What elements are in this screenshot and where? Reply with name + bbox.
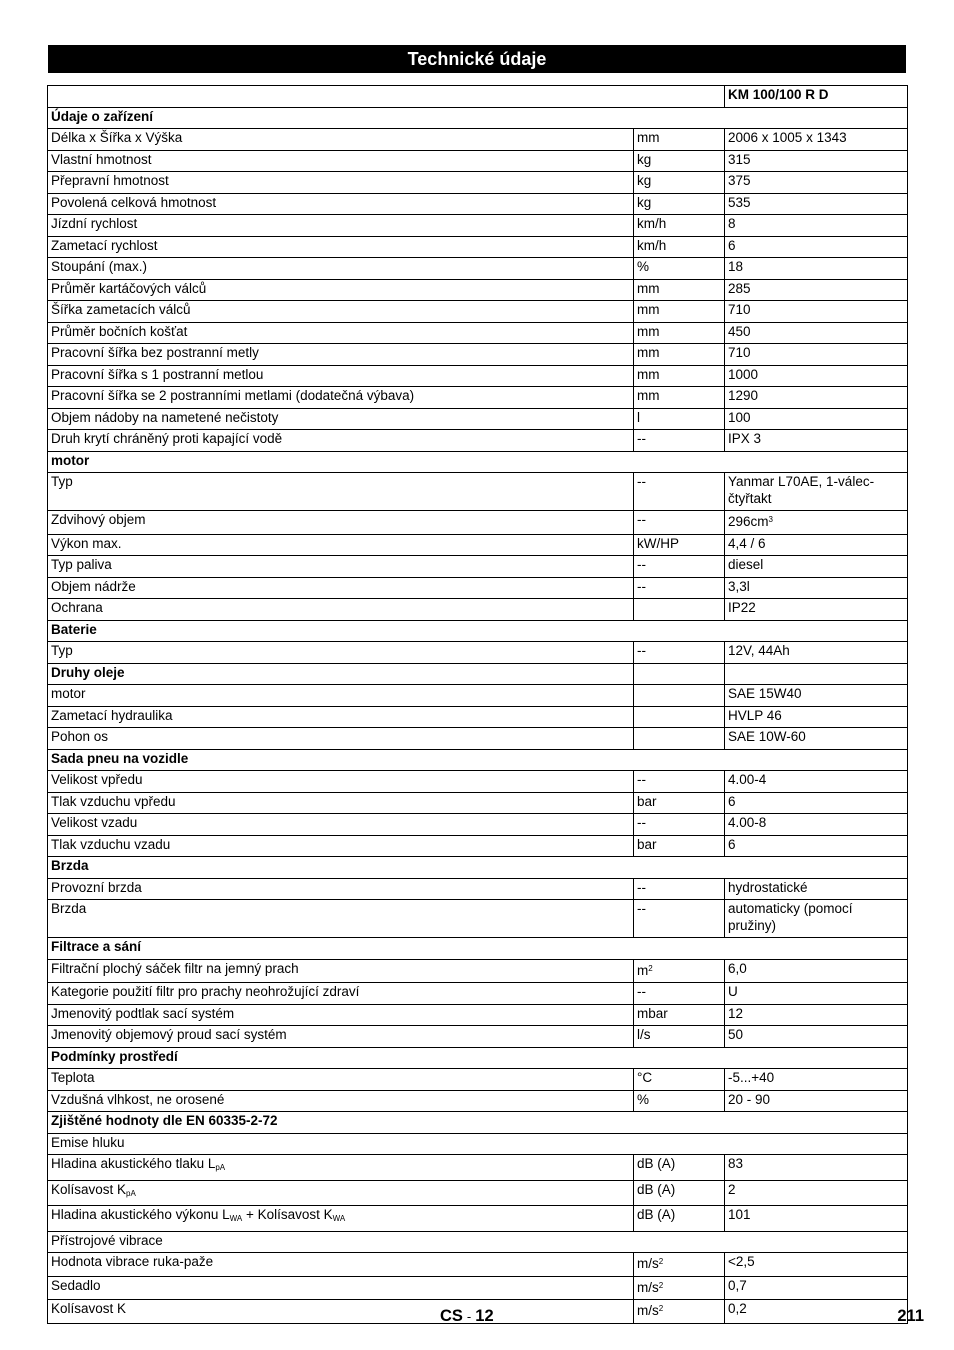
table-row: Výkon max. kW/HP 4,4 / 6 xyxy=(48,534,908,556)
table-row: Vlastní hmotnost kg 315 xyxy=(48,150,908,172)
footer-page-code: CS - 12 xyxy=(440,1307,494,1325)
table-row: Kategorie použití filtr pro prachy neohrožující zdraví -- U xyxy=(48,983,908,1005)
table-row: Typ -- 12V, 44Ah xyxy=(48,642,908,664)
section-measured-values: Zjištěné hodnoty dle EN 60335-2-72 xyxy=(48,1112,908,1134)
table-row: Hladina akustického tlaku $L_{pA}$ dB (A) 83 xyxy=(48,1155,908,1181)
model-header-row xyxy=(48,86,908,108)
section-device: Údaje o zařízení xyxy=(48,107,908,129)
table-row: Zametací hydraulika HVLP 46 xyxy=(48,706,908,728)
section-motor: motor xyxy=(48,451,908,473)
table-row: Ochrana IP22 xyxy=(48,599,908,621)
table-row: Sedadlo $m/s^2$ 0,7 xyxy=(48,1276,908,1300)
table-row: Hladina akustického výkonu $L_{WA}$ + Kolísavost $K_{WA}$ dB (A) 101 xyxy=(48,1206,908,1232)
vibration-header-row: Přístrojové vibrace xyxy=(48,1231,908,1253)
table-row: Druh krytí chráněný proti kapající vodě -- IPX 3 xyxy=(48,430,908,452)
table-row: Objem nádoby na nametené nečistoty l 100 xyxy=(48,408,908,430)
table-row: Filtrační plochý sáček filtr na jemný prach $m^2$ 6,0 xyxy=(48,959,908,983)
table-row: Velikost vpředu -- 4.00-4 xyxy=(48,771,908,793)
spec-table xyxy=(47,85,908,1324)
table-row: Délka x Šířka x Výška mm 2006 x 1005 x 1343 xyxy=(48,129,908,151)
table-row: Jmenovitý podtlak sací systém mbar 12 xyxy=(48,1004,908,1026)
table-row: Pracovní šířka bez postranní metly mm 710 xyxy=(48,344,908,366)
table-row: Provozní brzda -- hydrostatické xyxy=(48,878,908,900)
section-tyres: Sada pneu na vozidle xyxy=(48,749,908,771)
section-filter: Filtrace a sání xyxy=(48,938,908,960)
section-environment: Podmínky prostředí xyxy=(48,1047,908,1069)
table-row: Průměr bočních košťat mm 450 xyxy=(48,322,908,344)
table-row: Pracovní šířka se 2 postranními metlami (dodatečná výbava) mm 1290 xyxy=(48,387,908,409)
model-name: KM 100/100 R D xyxy=(725,86,908,108)
table-row: Brzda -- automaticky (pomocí pružiny) xyxy=(48,900,908,938)
footer-page-number: 211 xyxy=(897,1307,924,1325)
noise-header-row: Emise hluku xyxy=(48,1133,908,1155)
table-row: Pohon os SAE 10W-60 xyxy=(48,728,908,750)
table-row: Jízdní rychlost km/h 8 xyxy=(48,215,908,237)
page-title: Technické údaje xyxy=(48,45,906,73)
table-row: Povolená celková hmotnost kg 535 xyxy=(48,193,908,215)
table-row: Pracovní šířka s 1 postranní metlou mm 1000 xyxy=(48,365,908,387)
table-row: Zdvihový objem -- $296cm^3$ xyxy=(48,511,908,535)
table-row: Průměr kartáčových válců mm 285 xyxy=(48,279,908,301)
table-row: Vzdušná vlhkost, ne orosené % 20 - 90 xyxy=(48,1090,908,1112)
table-row: Typ -- Yanmar L70AE, 1-válec-čtyřtakt xyxy=(48,473,908,511)
section-oil: Druhy oleje xyxy=(48,663,908,685)
table-row: Hodnota vibrace ruka-paže $m/s^2$ <2,5 xyxy=(48,1253,908,1277)
table-row: Typ paliva -- diesel xyxy=(48,556,908,578)
table-row: Stoupání (max.) % 18 xyxy=(48,258,908,280)
table-row: Velikost vzadu -- 4.00-8 xyxy=(48,814,908,836)
table-row: Tlak vzduchu vzadu bar 6 xyxy=(48,835,908,857)
section-battery: Baterie xyxy=(48,620,908,642)
table-row: Tlak vzduchu vpředu bar 6 xyxy=(48,792,908,814)
table-row: motor SAE 15W40 xyxy=(48,685,908,707)
table-row: Zametací rychlost km/h 6 xyxy=(48,236,908,258)
table-row: Přepravní hmotnost kg 375 xyxy=(48,172,908,194)
section-brake: Brzda xyxy=(48,857,908,879)
table-row: Šířka zametacích válců mm 710 xyxy=(48,301,908,323)
table-row: Jmenovitý objemový proud sací systém l/s 50 xyxy=(48,1026,908,1048)
table-row: Teplota °C -5...+40 xyxy=(48,1069,908,1091)
table-row: Kolísavost K $m/s^2$ 0,2 xyxy=(48,1300,908,1324)
table-row: Kolísavost $K_{pA}$ dB (A) 2 xyxy=(48,1180,908,1206)
table-row: Objem nádrže -- 3,3l xyxy=(48,577,908,599)
